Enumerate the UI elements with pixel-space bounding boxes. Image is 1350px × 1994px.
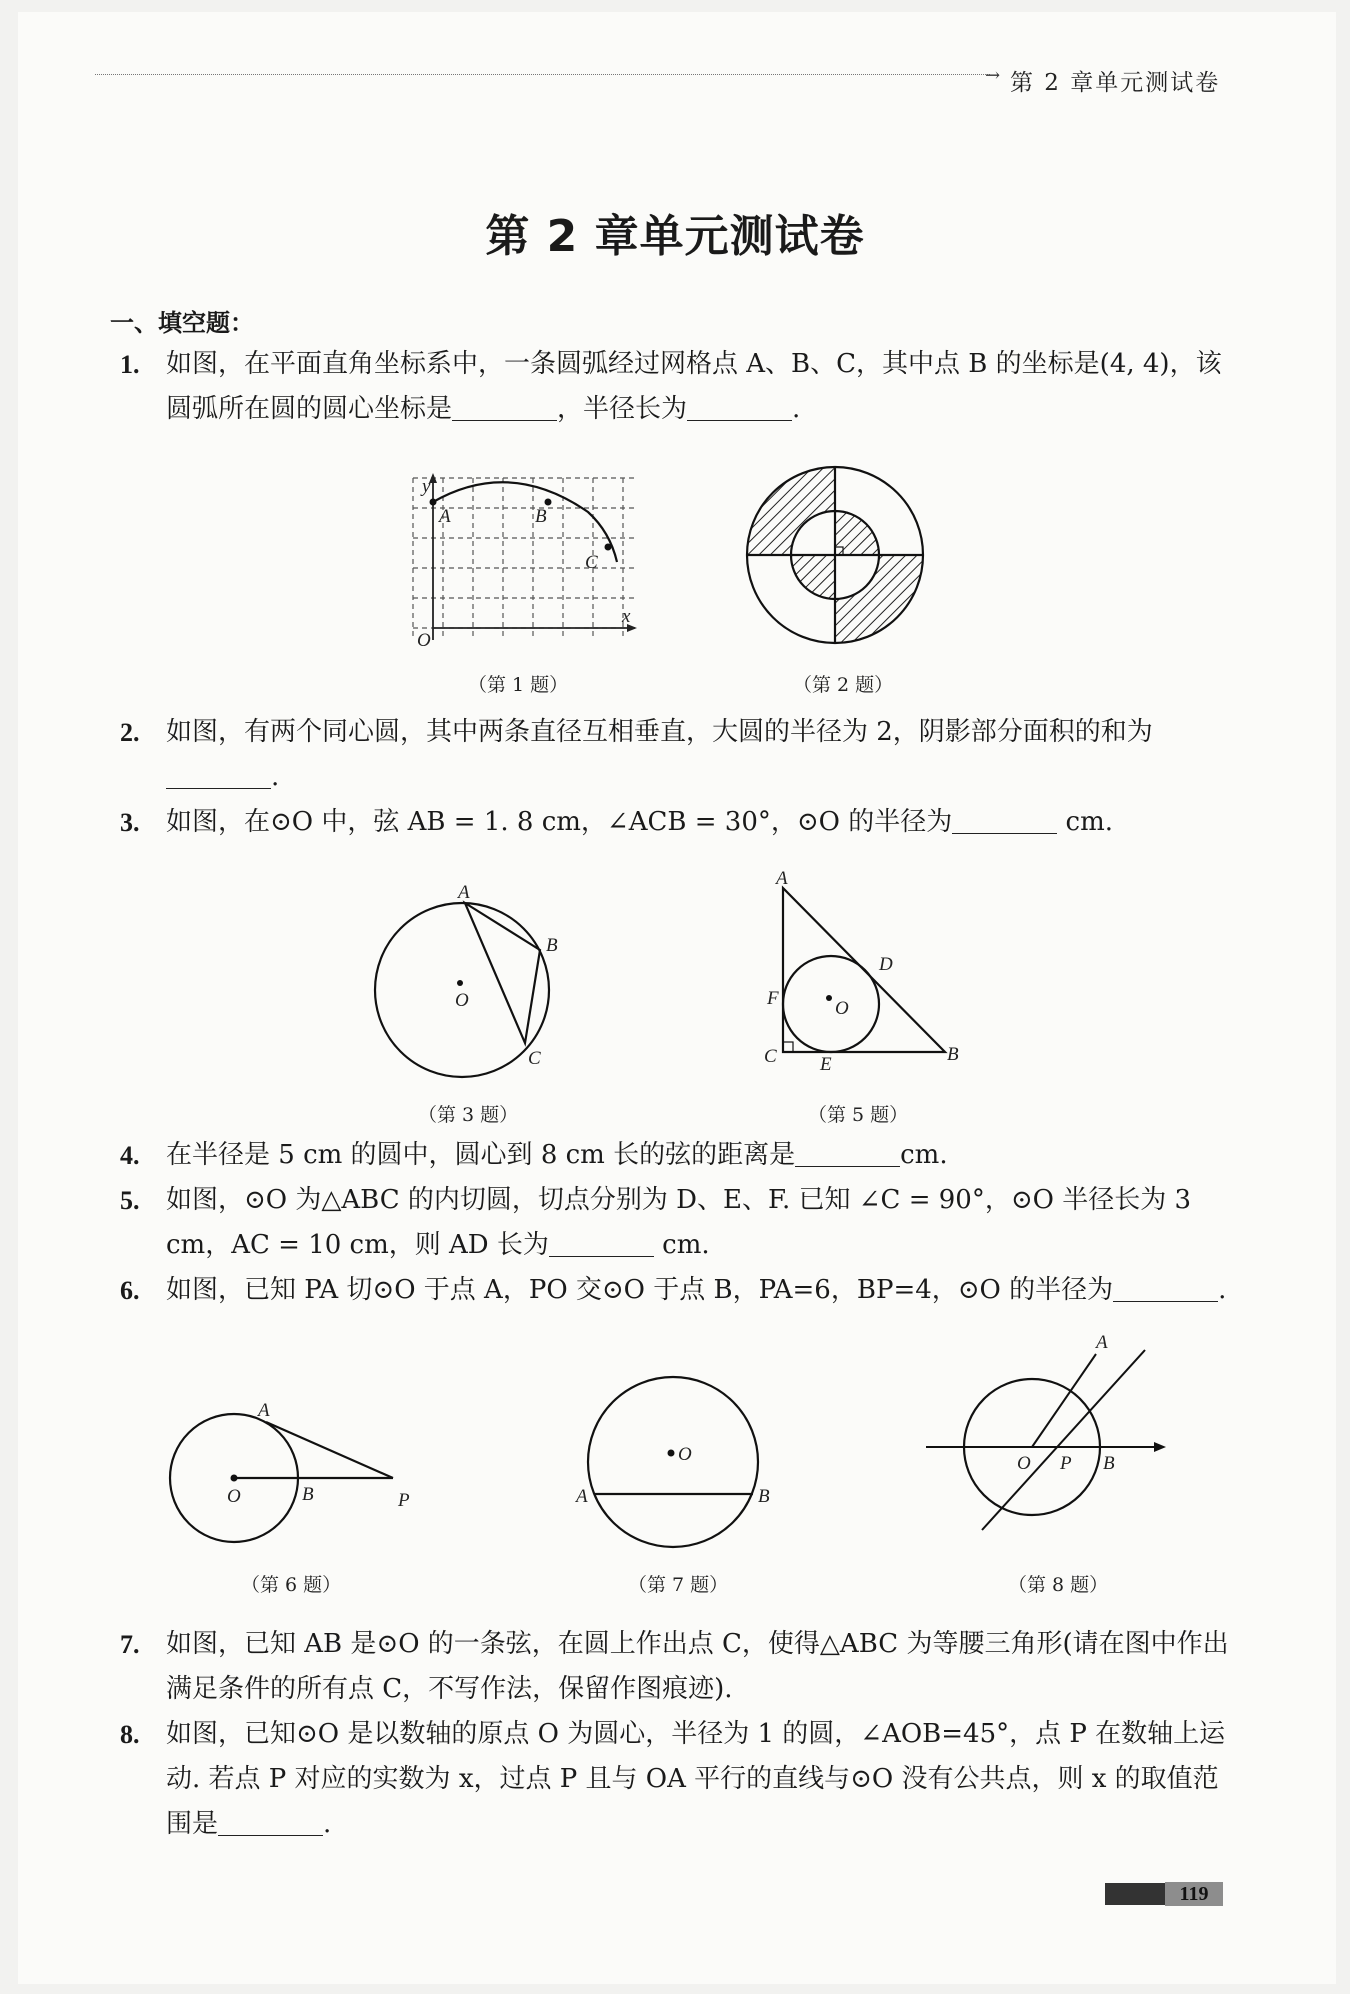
label-b: B	[302, 1484, 314, 1505]
center-point	[231, 1475, 238, 1482]
point-a	[430, 499, 437, 506]
label-a: A	[258, 1400, 270, 1421]
question-2: 2. 如图，有两个同心圆，其中两条直径互相垂直，大圆的半径为 2，阴影部分面积的和为.	[120, 717, 1153, 792]
label-o: O	[1017, 1453, 1031, 1474]
caption-fig-6: （第 6 题）	[241, 1574, 342, 1596]
page-title: 第 2 章单元测试卷	[485, 211, 865, 262]
caption-fig-5: （第 5 题）	[808, 1104, 909, 1126]
running-header: 第 2 章单元测试卷	[1010, 70, 1221, 96]
header-rule	[95, 74, 990, 75]
answer-blank[interactable]	[166, 762, 271, 789]
label-c: C	[528, 1048, 541, 1069]
label-a: A	[439, 506, 451, 527]
label-o: O	[678, 1444, 692, 1465]
label-x: x	[622, 606, 631, 627]
section-heading: 一、填空题：	[110, 309, 254, 337]
figure-1-arc-grid	[405, 470, 645, 650]
label-p: P	[398, 1490, 410, 1511]
figure-5-incircle	[755, 870, 985, 1080]
label-y: y	[422, 476, 431, 497]
center-point	[668, 1450, 675, 1457]
label-b: B	[947, 1044, 959, 1065]
answer-blank[interactable]	[549, 1230, 654, 1257]
point-b	[545, 499, 552, 506]
caption-fig-1: （第 1 题）	[468, 674, 569, 696]
label-o: O	[417, 630, 431, 651]
tangent-pa	[266, 1422, 393, 1478]
header-arrow-icon: →	[985, 65, 1001, 86]
ray-oa	[1032, 1354, 1096, 1447]
question-4: 4. 在半径是 5 cm 的圆中，圆心到 8 cm 长的弦的距离是 cm.	[120, 1140, 948, 1170]
answer-blank[interactable]	[452, 394, 557, 421]
label-b: B	[535, 506, 547, 527]
label-d: D	[879, 954, 893, 975]
label-o: O	[835, 998, 849, 1019]
right-angle-mark	[783, 1042, 793, 1052]
page-number: 119	[1165, 1882, 1223, 1906]
caption-fig-3: （第 3 题）	[418, 1104, 519, 1126]
caption-fig-2: （第 2 题）	[793, 674, 894, 696]
grid-lines	[413, 478, 637, 638]
label-e: E	[820, 1054, 832, 1075]
label-c: C	[585, 552, 598, 573]
circular-arc	[433, 482, 617, 562]
figure-8-number-axis	[920, 1330, 1180, 1560]
question-6: 6. 如图，已知 PA 切⊙O 于点 A，PO 交⊙O 于点 B，PA=6，BP=4，⊙O 的半径为 .	[120, 1275, 1227, 1305]
axis-arrow-icon	[1154, 1442, 1166, 1452]
label-p: P	[1060, 1453, 1072, 1474]
label-a: A	[776, 868, 788, 889]
answer-blank[interactable]	[795, 1140, 900, 1167]
page-number-bar	[1105, 1883, 1165, 1905]
center-point	[457, 980, 463, 986]
label-o: O	[455, 990, 469, 1011]
label-a: A	[1096, 1332, 1108, 1353]
question-5: 5. 如图，⊙O 为△ABC 的内切圆，切点分别为 D、E、F. 已知 ∠C = 90°，⊙O 半径长为 3 cm，AC = 10 cm，则 AD 长为 cm.	[120, 1185, 1192, 1260]
label-c: C	[764, 1046, 777, 1067]
label-o: O	[227, 1486, 241, 1507]
center-point	[826, 995, 832, 1001]
parallel-line-through-p	[982, 1350, 1145, 1530]
incircle-o	[783, 956, 879, 1052]
point-c	[605, 544, 612, 551]
answer-blank[interactable]	[952, 807, 1057, 834]
question-1: 1. 如图，在平面直角坐标系中，一条圆弧经过网格点 A、B、C，其中点 B 的坐标是(4, 4)，该圆弧所在圆的圆心坐标是 ，半径长为 .	[120, 349, 1222, 424]
label-a: A	[576, 1486, 588, 1507]
figure-7-chord	[570, 1370, 780, 1555]
triangle-acb	[465, 903, 540, 1043]
answer-blank[interactable]	[687, 394, 792, 421]
answer-blank[interactable]	[218, 1809, 323, 1836]
question-7: 7. 如图，已知 AB 是⊙O 的一条弦，在圆上作出点 C，使得△ABC 为等腰三角形(请在图中作出满足条件的所有点 C，不写作法，保留作图痕迹).	[120, 1629, 1229, 1704]
caption-fig-7: （第 7 题）	[628, 1574, 729, 1596]
label-b: B	[758, 1486, 770, 1507]
question-3: 3. 如图，在⊙O 中，弦 AB = 1. 8 cm，∠ACB = 30°，⊙O 的半径为 cm.	[120, 807, 1113, 837]
figure-6-tangent	[160, 1390, 420, 1555]
circle-o	[588, 1377, 758, 1547]
label-b: B	[1103, 1453, 1115, 1474]
question-8: 8. 如图，已知⊙O 是以数轴的原点 O 为圆心，半径为 1 的圆，∠AOB=45°，点 P 在数轴上运动. 若点 P 对应的实数为 x，过点 P 且与 OA 平行的直线与⊙O 没有公共点，则 x 的取值范围是 .	[120, 1719, 1226, 1839]
label-b: B	[546, 935, 558, 956]
caption-fig-8: （第 8 题）	[1008, 1574, 1109, 1596]
answer-blank[interactable]	[1113, 1275, 1218, 1302]
label-f: F	[767, 988, 779, 1009]
label-a: A	[458, 882, 470, 903]
figure-2-concentric-circles	[740, 460, 930, 650]
figure-3-circle-chords	[365, 870, 565, 1085]
